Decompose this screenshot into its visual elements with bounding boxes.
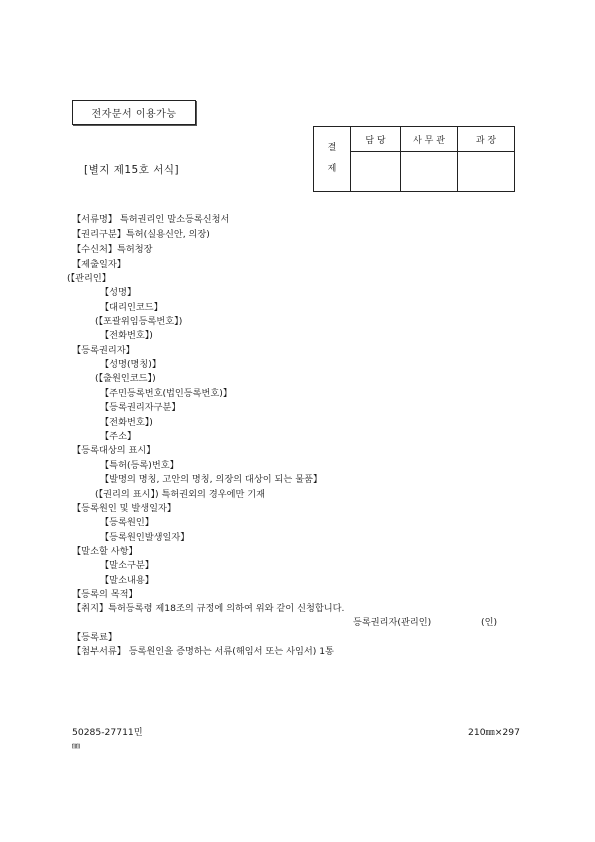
field-administrator: (【관리인】: [67, 273, 111, 284]
field-agent-code: 【대리인코드】: [100, 302, 163, 313]
field-purport: 【취지】특허등록령 제18조의 규정에 의하여 위와 같이 신청합니다.: [72, 603, 345, 614]
field-submission-date: 【제출일자】: [72, 259, 126, 270]
field-holder-name: 【성명(명칭)】: [100, 359, 162, 370]
electronic-document-badge: 전자문서 이용가능: [72, 100, 196, 125]
field-address: 【주소】: [100, 431, 137, 442]
field-document-name: 【서류명】 특허권리인 말소등록신청서: [72, 214, 230, 225]
field-registration-cause: 【등록원인 및 발생일자】: [72, 503, 177, 514]
field-admin-phone: 【전화번호】): [100, 330, 153, 341]
approval-sign-chief: [458, 152, 515, 192]
field-cancellation-items: 【말소할 사항】: [72, 546, 138, 557]
field-registered-holder: 【등록권리자】: [72, 345, 135, 356]
field-cancellation-content: 【말소내용】: [100, 575, 154, 586]
field-recipient: 【수신처】특허청장: [72, 244, 153, 255]
field-registration-purpose: 【등록의 목적】: [72, 589, 138, 600]
signature-seal: (인): [481, 617, 498, 628]
approval-table: [313, 126, 515, 192]
field-holder-phone: 【전화번호】): [100, 417, 153, 428]
approval-sign-officer: [401, 152, 458, 192]
field-applicant-code: (【출원인코드】): [95, 373, 156, 384]
footer-paper-size: 210㎜×297: [468, 727, 520, 738]
field-cause: 【등록원인】: [100, 517, 154, 528]
approval-col-officer: 사 무 관: [401, 127, 458, 152]
field-general-power-number: (【포괄위임등록번호】): [95, 316, 183, 327]
field-attachments: 【첨부서류】 등록원인을 증명하는 서류(해임서 또는 사임서) 1통: [72, 646, 334, 657]
form-number: [별지 제15호 서식]: [84, 164, 180, 176]
field-right-indication: (【권리의 표시】) 특허권외의 경우에만 기재: [95, 489, 266, 500]
approval-col-staff: 담 당: [351, 127, 401, 152]
footer-form-code: 50285-27711민: [72, 727, 143, 738]
field-cause-date: 【등록원인발생일자】: [100, 532, 190, 543]
approval-row-label: 결 제: [314, 127, 351, 192]
field-cancellation-type: 【말소구분】: [100, 560, 154, 571]
approval-col-chief: 과 장: [458, 127, 515, 152]
approval-sign-staff: [351, 152, 401, 192]
field-resident-number: 【주민등록번호(법인등록번호)】: [100, 388, 233, 399]
field-holder-category: 【등록권리자구분】: [100, 402, 181, 413]
footer-unit: ㎜: [72, 741, 80, 750]
field-patent-number: 【특허(등록)번호】: [100, 460, 179, 471]
field-admin-name: 【성명】: [100, 287, 137, 298]
field-invention-title: 【발명의 명칭, 고안의 명칭, 의장의 대상이 되는 물품】: [100, 474, 323, 485]
field-registration-target: 【등록대상의 표시】: [72, 445, 156, 456]
field-right-type: 【권리구분】특허(실용신안, 의장): [72, 229, 210, 240]
signature-role: 등록권리자(관리인): [353, 617, 432, 628]
field-registration-fee: 【등록료】: [72, 632, 118, 643]
